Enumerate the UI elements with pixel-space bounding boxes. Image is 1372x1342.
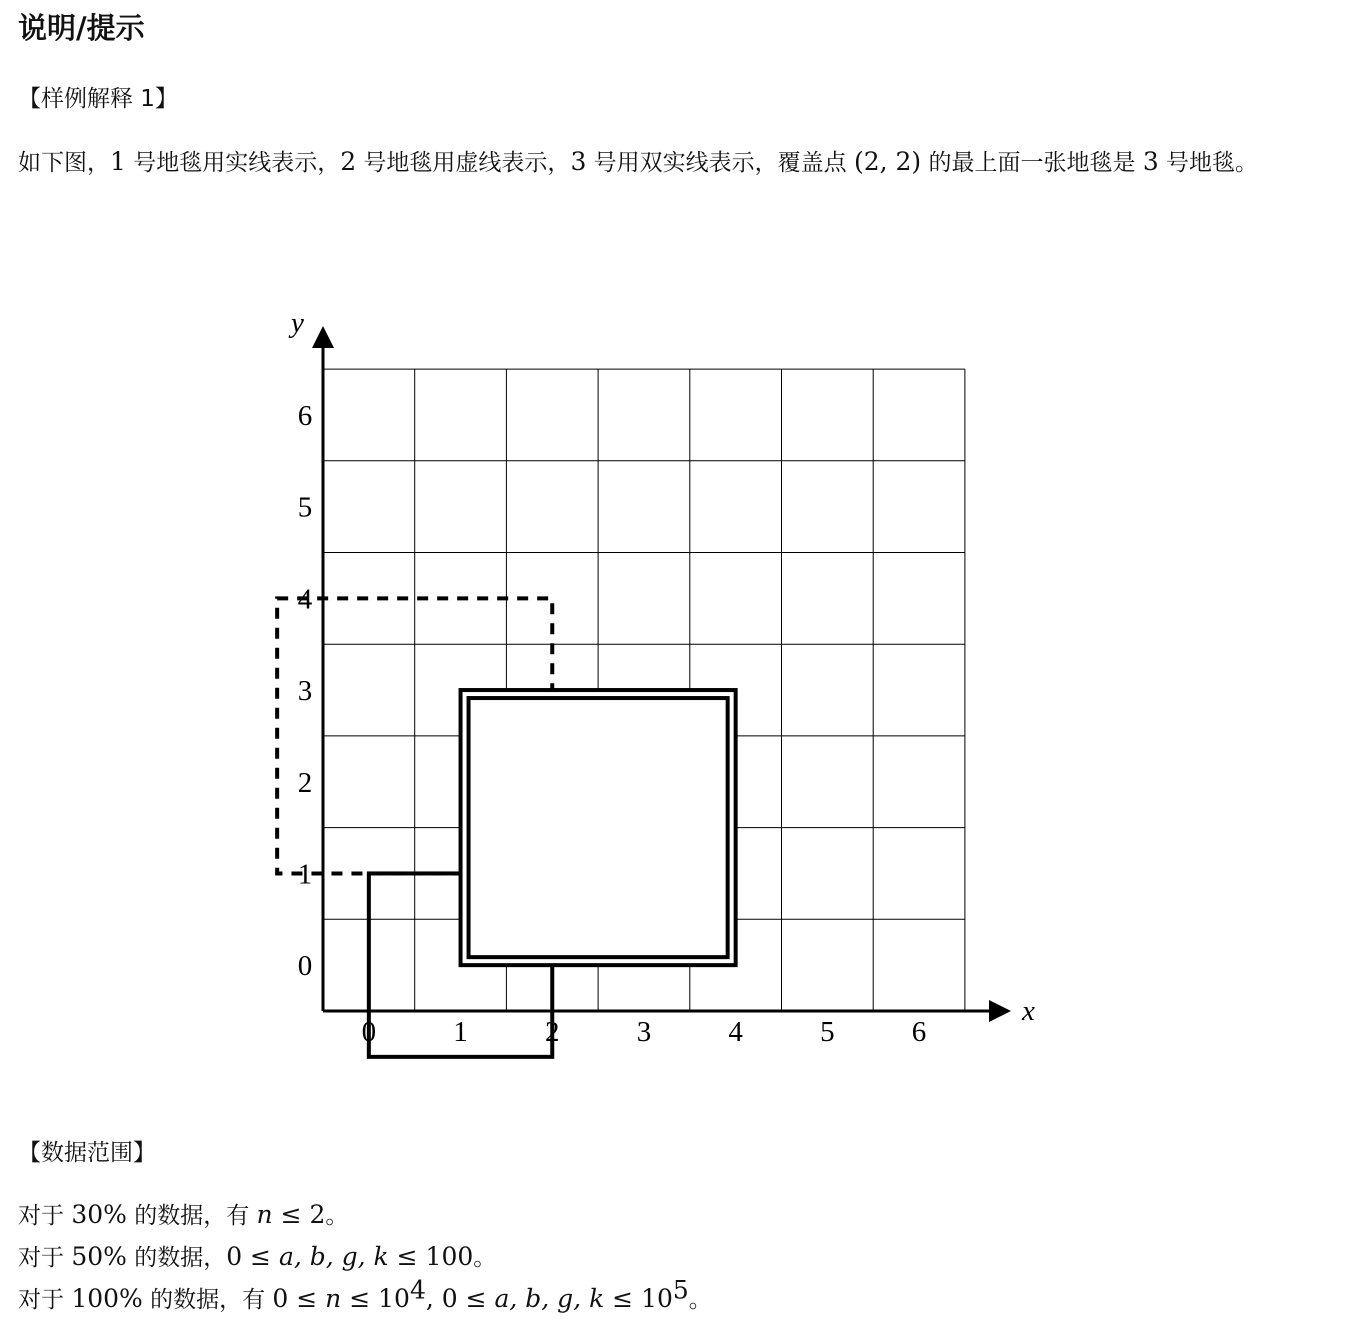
text-span: 的最上面一张地毯是 — [921, 150, 1143, 176]
text-span: 。 — [473, 1245, 497, 1271]
math-point: (2, 2) — [853, 147, 922, 176]
math-percent: 50% — [71, 1242, 127, 1271]
text-span: 对于 — [18, 1287, 72, 1313]
range-line-3 — [18, 1275, 712, 1318]
math-number: 3 — [1142, 147, 1159, 176]
math-variable: a, b, g, k — [278, 1242, 389, 1271]
y-tick-label: 3 — [297, 675, 313, 708]
range-line-1 — [18, 1197, 348, 1234]
text-span: 。 — [325, 1203, 349, 1229]
y-tick-label: 0 — [297, 950, 313, 983]
text-span: 。 — [688, 1287, 712, 1313]
x-axis-arrow — [989, 1000, 1011, 1022]
range-line-2 — [18, 1239, 496, 1276]
y-axis-label: y — [291, 307, 304, 339]
math-number: 1 — [110, 147, 126, 176]
math-relation: 0 ≤ — [226, 1242, 279, 1271]
x-axis-label: x — [1022, 995, 1035, 1027]
carpet-figure — [270, 300, 1070, 1070]
x-tick-label: 5 — [820, 1016, 835, 1048]
math-relation: ≤ 10 — [341, 1284, 410, 1313]
math-variable: n — [325, 1284, 342, 1313]
math-relation: ≤ 2 — [272, 1200, 326, 1229]
carpet-3-fill — [461, 690, 736, 965]
x-tick-label: 1 — [453, 1016, 468, 1048]
text-span: 号地毯。 — [1158, 150, 1259, 176]
sample-explanation-text — [18, 142, 1363, 183]
data-range-title: 【数据范围】 — [18, 1140, 156, 1166]
text-span: 号用双实线表示，覆盖点 — [586, 150, 854, 176]
text-span: 的数据， — [126, 1245, 227, 1271]
section-heading: 说明/提示 — [18, 11, 145, 45]
text-span: 号地毯用虚线表示， — [356, 150, 571, 176]
y-tick-label: 6 — [297, 399, 313, 432]
math-relation: 0 ≤ — [272, 1284, 326, 1313]
text-span: 号地毯用实线表示， — [125, 150, 341, 176]
sample-explanation-title: 【样例解释 1】 — [18, 86, 178, 112]
x-tick-label: 0 — [361, 1016, 377, 1048]
math-variable: n — [256, 1200, 273, 1229]
text-span: 对于 — [18, 1203, 72, 1229]
text-span: 如下图， — [18, 150, 110, 176]
math-variable: a, b, g, k — [494, 1284, 605, 1313]
math-relation: ≤ 100 — [388, 1242, 474, 1271]
text-span: 的数据，有 — [126, 1203, 257, 1229]
math-number: 3 — [570, 147, 587, 176]
y-tick-label: 4 — [297, 583, 313, 616]
math-number: 2 — [340, 147, 357, 176]
math-relation: , 0 ≤ — [425, 1284, 495, 1313]
text-span: 对于 — [18, 1245, 72, 1271]
y-axis-arrow — [312, 326, 334, 348]
y-tick-label: 1 — [297, 858, 313, 891]
y-tick-label: 2 — [297, 766, 313, 799]
math-percent: 30% — [71, 1200, 127, 1229]
x-tick-label: 2 — [545, 1016, 560, 1048]
math-percent: 100% — [71, 1284, 143, 1313]
x-tick-label: 6 — [911, 1016, 927, 1048]
y-tick-label: 5 — [297, 491, 313, 524]
math-relation: ≤ 10 — [604, 1284, 673, 1313]
x-tick-label: 4 — [728, 1016, 743, 1048]
math-exponent: 4 — [409, 1275, 426, 1305]
text-span: 的数据，有 — [142, 1287, 273, 1313]
x-tick-label: 3 — [636, 1016, 652, 1048]
math-exponent: 5 — [672, 1275, 689, 1305]
